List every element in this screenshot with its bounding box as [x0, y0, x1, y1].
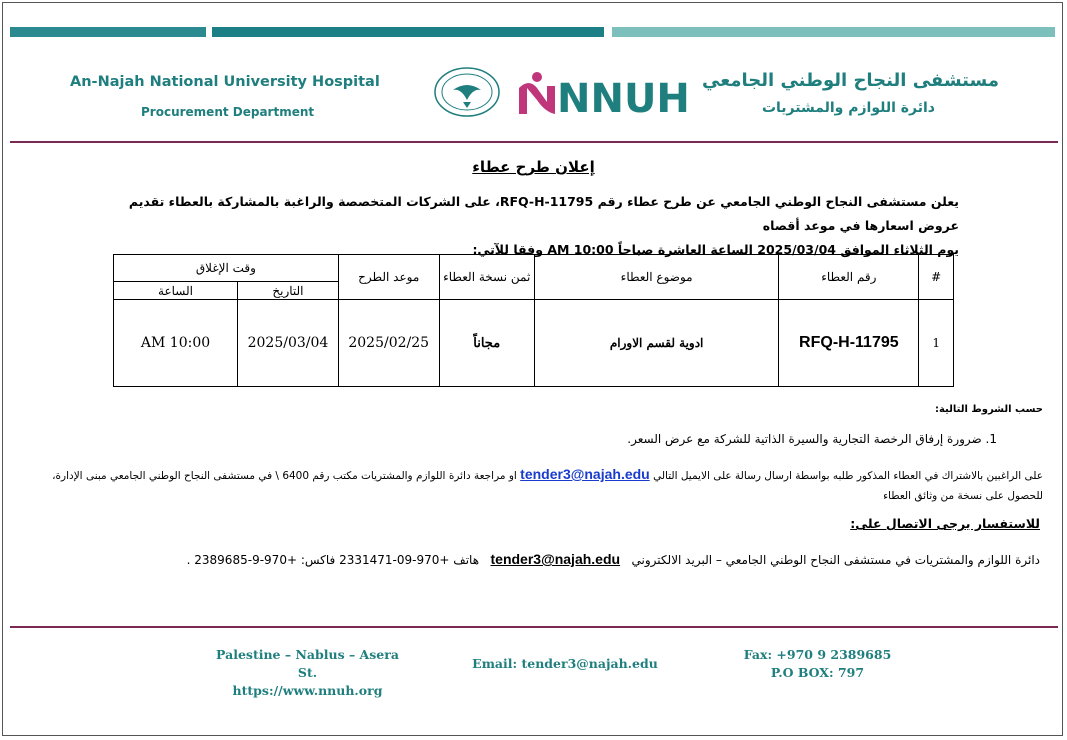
- department-name-en: Procurement Department: [141, 105, 315, 119]
- header-divider: [10, 141, 1058, 143]
- contact-email-link[interactable]: tender3@najah.edu: [490, 551, 621, 567]
- header-index: #: [919, 255, 954, 300]
- note-text-2: او مراجعة دائرة اللوازم والمشتريات مكتب رقم 6400 \ في مستشفى النجاح الوطني الجامعي مبنى الإدارة، للحصول على نسخة من وثائق العطاء: [52, 470, 1043, 502]
- footer-address: Palestine – Nablus – Asera St.: [216, 647, 399, 680]
- footer-divider: [10, 626, 1058, 628]
- footer-contact-block: [740, 646, 895, 682]
- hospital-name-en: An-Najah National University Hospital: [70, 74, 380, 90]
- tender-table: [113, 254, 954, 387]
- nnuh-logo-icon: [515, 68, 690, 122]
- header-tender-no: رقم العطاء: [779, 255, 919, 300]
- cell-closing-date: 2025/03/04: [238, 300, 339, 387]
- department-name-ar: دائرة اللوازم والمشتريات: [761, 100, 935, 116]
- cell-copy-price: مجاناً: [439, 300, 534, 387]
- inquiries-heading: للاستفسار يرجى الاتصال على:: [850, 516, 1040, 531]
- footer-address-block: [205, 646, 410, 700]
- announcement-intro: [99, 190, 959, 262]
- header-issue-date: موعد الطرح: [338, 255, 439, 300]
- intro-line-1: يعلن مستشفى النجاح الوطني الجامعي عن طرح عطاء رقم RFQ-H-11795، على الشركات المتخصصة والراغبة بالمشاركة بالعطاء تقديم عروض اسعارها في موعد أقصاه: [128, 194, 959, 233]
- application-note: [23, 464, 1043, 506]
- tender-email-link[interactable]: tender3@najah.edu: [520, 466, 650, 482]
- cell-closing-time: AM 10:00: [114, 300, 238, 387]
- note-text-1: على الراغبين بالاشتراك في العطاء المذكور طلبه بواسطة ارسال رسالة على الايميل التالي: [653, 470, 1043, 482]
- footer-email[interactable]: Email: tender3@najah.edu: [472, 656, 658, 671]
- header-stripe: [212, 27, 604, 37]
- condition-item: 1. ضرورة إرفاق الرخصة التجارية والسيرة الذاتية للشركة مع عرض السعر.: [627, 432, 997, 446]
- contact-line: [187, 551, 1040, 567]
- footer-pobox: P.O BOX: 797: [770, 665, 865, 680]
- table-row: [114, 300, 954, 387]
- footer-website[interactable]: https://www.nnuh.org: [232, 683, 383, 698]
- cell-issue-date: 2025/02/25: [338, 300, 439, 387]
- header-closing: وقت الإغلاق: [114, 255, 339, 282]
- logo-text: NNUH: [557, 76, 690, 122]
- header-stripe: [10, 27, 206, 37]
- cell-subject: ادوية لقسم الاورام: [534, 300, 779, 387]
- header-stripe: [612, 27, 1055, 37]
- contact-text-2: هاتف +970-09-2331471 فاكس: +970-9-2389685 .: [186, 553, 480, 567]
- cell-index: 1: [919, 300, 954, 387]
- header-closing-date: التاريخ: [238, 282, 339, 300]
- footer-fax: Fax: +970 9 2389685: [743, 647, 892, 662]
- announcement-title: إعلان طرح عطاء: [472, 158, 595, 176]
- contact-text-1: دائرة اللوازم والمشتريات في مستشفى النجاح الوطني الجامعي – البريد الالكتروني: [631, 553, 1040, 567]
- intro-line-2: يوم الثلاثاء الموافق 2025/03/04 الساعة العاشرة صباحاً AM 10:00 وفقا للآتي:: [472, 242, 959, 257]
- cell-tender-no: RFQ-H-11795: [779, 300, 919, 387]
- conditions-heading: حسب الشروط التالية:: [934, 404, 1043, 415]
- header-closing-time: الساعة: [114, 282, 238, 300]
- hospital-name-ar: مستشفى النجاح الوطني الجامعي: [702, 70, 999, 91]
- header-subject: موضوع العطاء: [534, 255, 779, 300]
- university-seal-icon: [433, 66, 501, 118]
- header-copy-price: ثمن نسخة العطاء: [439, 255, 534, 300]
